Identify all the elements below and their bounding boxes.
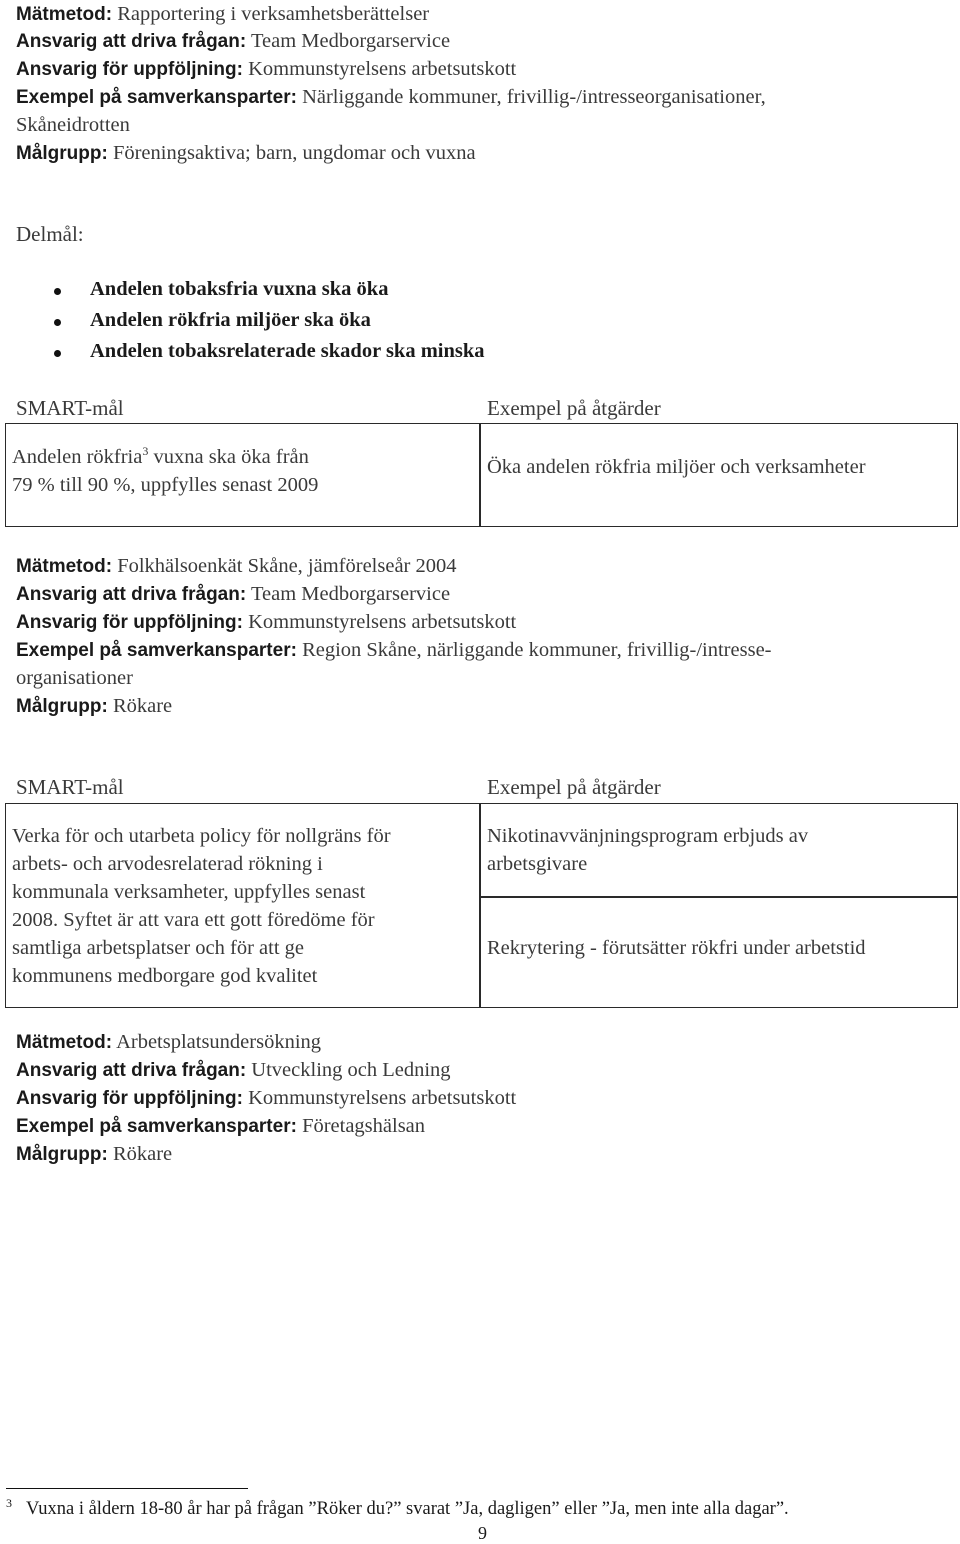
s1-ansvarig-uppfoljning: Ansvarig för uppföljning: Kommunstyrelsens arbetsutskott (16, 58, 517, 80)
t2-atgard-heading: Exempel på åtgärder (487, 775, 661, 799)
table2-divider (479, 803, 481, 1008)
s3-malgrupp: Målgrupp: Rökare (16, 1143, 173, 1165)
t1-atgard-heading: Exempel på åtgärder (487, 396, 661, 420)
t2-smart-text: Verka för och utarbeta policy för nollgräns för arbets- och arvodesrelaterad rökning i kommunala verksamheter, uppfylles senast 2008. Syftet är att vara ett gott föredöme för samtliga arbetsplatser och för att ge kommunens medborgare god kvalitet (12, 825, 391, 987)
delmal-heading: Delmål: (16, 222, 84, 246)
bullet-icon (54, 288, 61, 295)
delmal-item: Andelen tobaksfria vuxna ska öka (90, 278, 389, 300)
table1-divider (479, 423, 481, 527)
footnote-ref: 3 (142, 444, 149, 459)
s2-ansvarig-driva: Ansvarig att driva frågan: Team Medborgarservice (16, 583, 451, 605)
s3-ansvarig-uppfoljning: Ansvarig för uppföljning: Kommunstyrelsens arbetsutskott (16, 1087, 517, 1109)
t2-smart-heading: SMART-mål (16, 775, 124, 799)
page-number: 9 (478, 1523, 487, 1543)
s1-samverkansparter: Exempel på samverkansparter: Närliggande kommuner, frivillig-/intresseorganisationer, (16, 86, 766, 108)
table2-row-divider (479, 896, 958, 898)
t1-smart-heading: SMART-mål (16, 396, 124, 420)
s3-samverkansparter: Exempel på samverkansparter: Företagshälsan (16, 1115, 426, 1137)
t2-atgard-1: Nikotinavvänjningsprogram erbjuds av arbetsgivare (487, 825, 809, 875)
footnote-text: Vuxna i åldern 18-80 år har på frågan ”Röker du?” svarat ”Ja, dagligen” eller ”Ja, men inte alla dagar”. (26, 1499, 789, 1519)
s1-samverkansparter-cont: Skåneidrotten (16, 114, 130, 136)
t1-smart-text-line1: Andelen rökfria$^3$ vuxna ska öka från (12, 444, 309, 468)
bullet-icon (54, 350, 61, 357)
footnote-number: 3 (6, 1496, 12, 1510)
s2-malgrupp: Målgrupp: Rökare (16, 695, 173, 717)
s2-samverkansparter-cont: organisationer (16, 667, 133, 689)
s3-matmetod: Mätmetod: Arbetsplatsundersökning (16, 1031, 322, 1053)
t2-atgard-2: Rekrytering - förutsätter rökfri under arbetstid (487, 937, 866, 959)
t1-smart-text-line2: 79 % till 90 %, uppfylles senast 2009 (12, 474, 319, 496)
bullet-icon (54, 319, 61, 326)
t1-atgard-text: Öka andelen rökfria miljöer och verksamheter (487, 456, 866, 478)
s3-ansvarig-driva: Ansvarig att driva frågan: Utveckling och Ledning (16, 1059, 451, 1081)
delmal-item: Andelen tobaksrelaterade skador ska minska (90, 340, 485, 362)
s2-matmetod: Mätmetod: Folkhälsoenkät Skåne, jämförelseår 2004 (16, 555, 457, 577)
s2-ansvarig-uppfoljning: Ansvarig för uppföljning: Kommunstyrelsens arbetsutskott (16, 611, 517, 633)
s1-matmetod: Mätmetod: Rapportering i verksamhetsberättelser (16, 3, 430, 25)
footnote-separator (6, 1488, 248, 1489)
s2-samverkansparter: Exempel på samverkansparter: Region Skåne, närliggande kommuner, frivillig-/intresse- (16, 639, 772, 661)
delmal-item: Andelen rökfria miljöer ska öka (90, 309, 371, 331)
s1-malgrupp: Målgrupp: Föreningsaktiva; barn, ungdomar och vuxna (16, 142, 476, 164)
s1-ansvarig-driva: Ansvarig att driva frågan: Team Medborgarservice (16, 30, 451, 52)
